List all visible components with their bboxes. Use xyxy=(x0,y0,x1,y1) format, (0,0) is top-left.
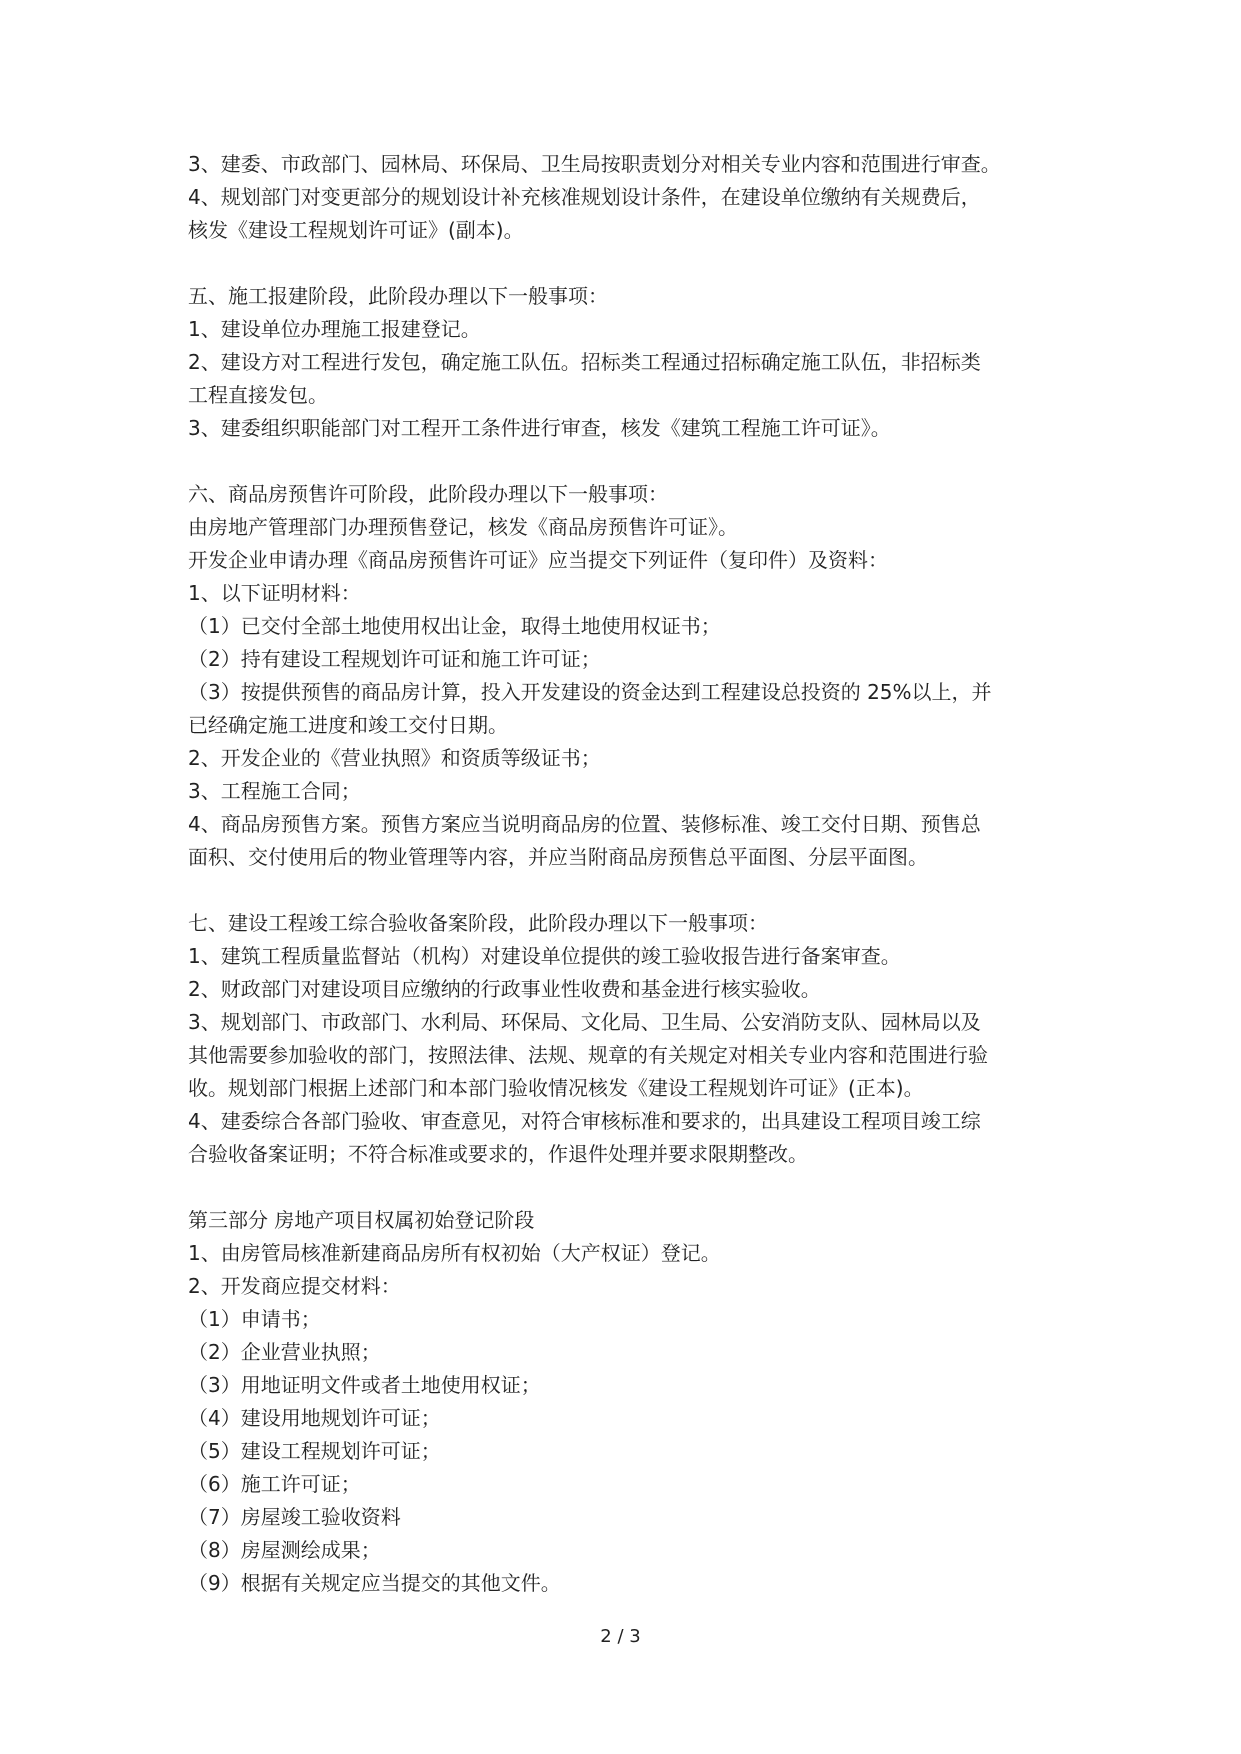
part-3-item-1: 1、由房管局核准新建商品房所有权初始（大产权证）登记。 xyxy=(188,1241,721,1265)
section-6-item-4-line-1: 4、商品房预售方案。预售方案应当说明商品房的位置、装修标准、竣工交付日期、预售总 xyxy=(188,812,981,836)
part-3-item-2: 2、开发商应提交材料： xyxy=(188,1274,401,1298)
section-5-item-2-line-2: 工程直接发包。 xyxy=(188,383,328,407)
part-3-sub-item: （2）企业营业执照； xyxy=(188,1340,381,1364)
section-6-sub-2: （2）持有建设工程规划许可证和施工许可证； xyxy=(188,647,601,671)
section-4-item-3: 3、建委、市政部门、园林局、环保局、卫生局按职责划分对相关专业内容和范围进行审查。 xyxy=(188,152,1001,176)
section-6-sub-3-line-1: （3）按提供预售的商品房计算，投入开发建设的资金达到工程建设总投资的 25%以上，并 xyxy=(188,680,992,704)
section-5-item-3: 3、建委组织职能部门对工程开工条件进行审查，核发《建筑工程施工许可证》。 xyxy=(188,416,891,440)
page-number: 2 / 3 xyxy=(600,1626,641,1647)
document-body xyxy=(188,148,1068,1600)
paragraph-gap xyxy=(188,445,1068,478)
section-7-item-1: 1、建筑工程质量监督站（机构）对建设单位提供的竣工验收报告进行备案审查。 xyxy=(188,944,901,968)
section-7-item-3-line-1: 3、规划部门、市政部门、水利局、环保局、文化局、卫生局、公安消防支队、园林局以及 xyxy=(188,1010,981,1034)
section-6-item-2: 2、开发企业的《营业执照》和资质等级证书； xyxy=(188,746,601,770)
section-6-sub-1: （1）已交付全部土地使用权出让金，取得土地使用权证书； xyxy=(188,614,721,638)
section-7-item-3-line-2: 其他需要参加验收的部门，按照法律、法规、规章的有关规定对相关专业内容和范围进行验 xyxy=(188,1043,988,1067)
part-3-sub-item: （6）施工许可证； xyxy=(188,1472,361,1496)
paragraph-gap xyxy=(188,1171,1068,1204)
part-3-sub-item: （8）房屋测绘成果； xyxy=(188,1538,381,1562)
section-4-item-4-line-2: 核发《建设工程规划许可证》(副本)。 xyxy=(188,218,524,242)
section-6-item-3: 3、工程施工合同； xyxy=(188,779,361,803)
section-6-sub-3-line-2: 已经确定施工进度和竣工交付日期。 xyxy=(188,713,508,737)
part-3-sub-item: （3）用地证明文件或者土地使用权证； xyxy=(188,1373,541,1397)
section-7-item-3-line-3: 收。规划部门根据上述部门和本部门验收情况核发《建设工程规划许可证》(正本)。 xyxy=(188,1076,924,1100)
section-5-heading: 五、施工报建阶段，此阶段办理以下一般事项： xyxy=(188,284,608,308)
section-7-heading: 七、建设工程竣工综合验收备案阶段，此阶段办理以下一般事项： xyxy=(188,911,768,935)
part-3-heading: 第三部分 房地产项目权属初始登记阶段 xyxy=(188,1208,535,1232)
paragraph-gap xyxy=(188,874,1068,907)
part-3-sub-item: （9）根据有关规定应当提交的其他文件。 xyxy=(188,1571,561,1595)
section-7-item-4-line-2: 合验收备案证明；不符合标准或要求的，作退件处理并要求限期整改。 xyxy=(188,1142,808,1166)
part-3-sub-item: （4）建设用地规划许可证； xyxy=(188,1406,441,1430)
section-4-item-4-line-1: 4、规划部门对变更部分的规划设计补充核准规划设计条件，在建设单位缴纳有关规费后， xyxy=(188,185,981,209)
section-6-intro-2: 开发企业申请办理《商品房预售许可证》应当提交下列证件（复印件）及资料： xyxy=(188,548,888,572)
part-3-sub-item: （7）房屋竣工验收资料 xyxy=(188,1505,401,1529)
section-5-item-2-line-1: 2、建设方对工程进行发包，确定施工队伍。招标类工程通过招标确定施工队伍，非招标类 xyxy=(188,350,981,374)
part-3-sub-item: （1）申请书； xyxy=(188,1307,321,1331)
section-7-item-4-line-1: 4、建委综合各部门验收、审查意见，对符合审核标准和要求的，出具建设工程项目竣工综 xyxy=(188,1109,981,1133)
section-7-item-2: 2、财政部门对建设项目应缴纳的行政事业性收费和基金进行核实验收。 xyxy=(188,977,821,1001)
part-3-sub-item: （5）建设工程规划许可证； xyxy=(188,1439,441,1463)
section-6-item-4-line-2: 面积、交付使用后的物业管理等内容，并应当附商品房预售总平面图、分层平面图。 xyxy=(188,845,928,869)
paragraph-gap xyxy=(188,247,1068,280)
section-6-item-1: 1、以下证明材料： xyxy=(188,581,361,605)
section-5-item-1: 1、建设单位办理施工报建登记。 xyxy=(188,317,481,341)
section-6-heading: 六、商品房预售许可阶段，此阶段办理以下一般事项： xyxy=(188,482,668,506)
section-6-intro-1: 由房地产管理部门办理预售登记，核发《商品房预售许可证》。 xyxy=(188,515,738,539)
